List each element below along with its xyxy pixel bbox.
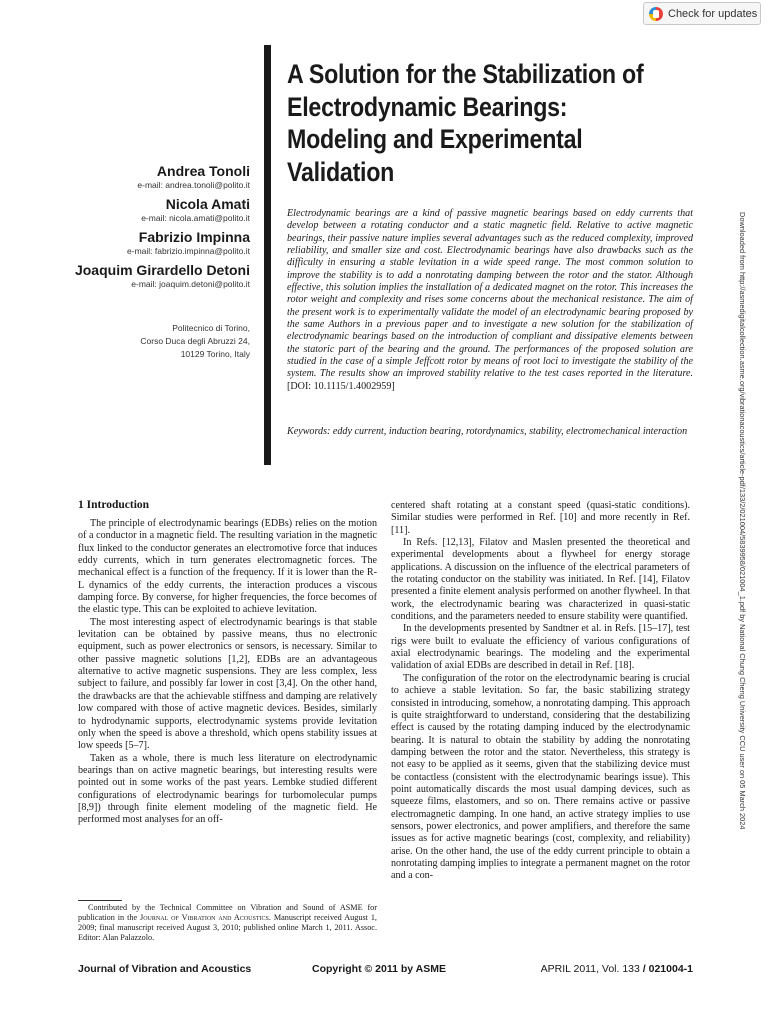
check-for-updates-button[interactable]	[643, 2, 761, 25]
abstract	[287, 208, 693, 393]
footer-copyright: Copyright © 2011 by ASME	[312, 963, 446, 975]
paragraph: In the developments presented by Sandtner et al. in Refs. [15–17], test rigs were built to evaluate the efficiency of various configurations of axial electrodynamic bearings. The modeling and the experimental validation of axial EDBs are described in detail in Ref. [18].	[391, 623, 690, 672]
affiliation	[50, 322, 250, 361]
author-email: e-mail: fabrizio.impinna@polito.it	[127, 246, 250, 256]
paragraph: The principle of electrodynamic bearings (EDBs) relies on the motion of a conductor in a magnetic field. The resulting variation in the magnetic flux linked to the conductor generates an electromotive force that induces eddy currents, which in turn generates electromagnetic forces. The mechanical effect is a function of the frequency. If it is lower than the R-L dynamics of the eddy currents, the interaction produces a viscous damping force. By converse, for higher frequencies, the force becomes of the elastic type. This can be exploited to achieve levitation.	[78, 518, 377, 616]
author-name: Joaquim Girardello Detoni	[74, 262, 250, 278]
author-name: Fabrizio Impinna	[138, 229, 250, 245]
footnote-text: . Manuscript received August 1, 2009; final manuscript received August 3, 2010; published online March 1, 2011. Assoc. Editor: Alan Palazzolo.	[78, 913, 377, 942]
footer-page-number: 021004-1	[648, 963, 693, 975]
title-rule	[264, 45, 271, 465]
author-list	[10, 163, 250, 295]
affiliation-line: Politecnico di Torino,	[172, 323, 250, 333]
author	[10, 196, 250, 223]
footer-separator: /	[639, 963, 649, 975]
author-email: e-mail: andrea.tonoli@polito.it	[137, 180, 250, 190]
footer-issue	[541, 963, 693, 975]
footnote-text: Contributed by the Technical Committee on Vibration and Sound of ASME for publication in the	[78, 903, 377, 922]
footnote-journal: Journal of Vibration and Acoustics	[140, 913, 269, 922]
right-column	[391, 500, 690, 883]
author-name: Nicola Amati	[165, 196, 250, 212]
section-heading: 1 Introduction	[78, 499, 150, 511]
paragraph: Taken as a whole, there is much less literature on electrodynamic bearings than on active magnetic bearings, but interesting results were pointed out in some works of the past years. Lembke studied different configurations of electrodynamic bearings for turbomolecular pumps [8,9]) through finite element modeling of the magnetic field. He performed most analyses for an off-	[78, 752, 377, 826]
footnote-rule	[78, 900, 122, 901]
paragraph: centered shaft rotating at a constant speed (quasi-static conditions). Similar studies were performed in Ref. [10] and more recently in Ref. [11].	[391, 500, 690, 536]
affiliation-line: 10129 Torino, Italy	[180, 349, 250, 359]
footer-journal: Journal of Vibration and Acoustics	[78, 963, 252, 975]
left-column	[78, 518, 377, 827]
paper-title: A Solution for the Stabilization of Electrodynamic Bearings: Modeling and Experimental Validation	[287, 59, 644, 187]
paragraph: The most interesting aspect of electrodynamic bearings is that stable levitation can be obtained by passive means, thus no electronic equipment, such as power electronics or sensors, is necessary. Similar to other passive magnetic solutions [1,2], EDBs are an advantageous alternative to active magnetic suspensions. They are less complex, less subject to failure, and possibly far lower in cost [3,4]. On the other hand, the drawbacks are that the achievable stiffness and damping are relatively low compared with those of active magnetic devices. Besides, similarly to hydrodynamic supports, electrodynamic systems provide levitation only when the speed is above a threshold, which opens stability issues at low speeds [5–7].	[78, 616, 377, 752]
abstract-text: Electrodynamic bearings are a kind of passive magnetic bearings based on eddy currents that develop between a rotating conductor and a static magnetic field. Relative to active magnetic bearings, their passive nature implies several advantages such as the reduced complexity, improved reliability, and smaller size and cost. Electrodynamic bearings have also drawbacks such as the difficulty in ensuring a stable levitation in a wide speed range. The most common solution to improve the stability is to add a nonrotating damping between the rotor and the stator. Although effective, this solution implies the installation of a dedicated magnet on the rotor. This increases the rotor weight and complexity and rises some concerns about the mechanical resistance. The aim of the present work is to experimentally validate the model of an electrodynamic bearing proposed by the same Authors in a previous paper and to investigate a new solution for the stabilization of electrodynamic bearings based on the introduction of compliant and dissipative elements between the statoric part of the bearing and the ground. The performances of the proposed solution are studied in the case of a simple Jeffcott rotor by means of root loci to investigate the stability of the system. The results show an improved stability relative to the test cases reported in the literature.	[287, 208, 693, 380]
page-footer	[78, 963, 693, 977]
download-note	[737, 212, 747, 852]
download-note-text: Downloaded from http://asmedigitalcollection.asme.org/vibrationacoustics/article-pdf/133/2/021004/5839958/021004_1.pdf by National Chung Cheng University CCU user on 05 March 2024	[738, 212, 747, 830]
footer-volume: APRIL 2011, Vol. 133	[540, 963, 640, 975]
footnote	[78, 903, 377, 943]
author-email: e-mail: joaquim.detoni@polito.it	[131, 279, 250, 289]
paragraph: In Refs. [12,13], Filatov and Maslen presented the theoretical and experimental developments about a flywheel for energy storage applications. A discussion on the influence of the electrical parameters of the rotating conductor on the stability was initiated. In Ref. [14], Filatov presented a finite element analysis performed on another flywheel. In that work, the electrodynamic bearing was characterized in quasi-static conditions, and the parameters needed to ensure stability were quantified.	[391, 537, 690, 623]
keywords: Keywords: eddy current, induction bearing, rotordynamics, stability, electromechanical interaction	[287, 426, 688, 437]
crossmark-icon	[649, 7, 663, 21]
check-for-updates-label: Check for updates	[668, 7, 758, 20]
author	[10, 229, 250, 256]
author-name: Andrea Tonoli	[156, 163, 250, 179]
author-email: e-mail: nicola.amati@polito.it	[141, 213, 250, 223]
author	[10, 163, 250, 190]
affiliation-line: Corso Duca degli Abruzzi 24,	[140, 336, 250, 346]
author	[10, 262, 250, 289]
paragraph: The configuration of the rotor on the electrodynamic bearing is crucial to achieve a stable levitation. So far, the basic stabilizing strategy consisted in introducing, somehow, a nonrotating damping. This approach is quite straightforward to understand, considering that the destabilizing effect is caused by the rotating damping induced by the electrodynamic bearing. It is natural to obtain the stability by adding the nonrotating damping between the rotor and the stator. Nevertheless, this strategy is not easy to be applied as it seems, given that the stabilizing device must be contactless (consistent with the electrodynamic bearings issue). This point automatically discards the most usual damping devices, such as squeeze films, elastomers, and so on. There remains active or passive electromagnetic damping. In one hand, an active strategy implies to use sensors, power electronics, and power amplifiers, and therefore the same issues as for active magnetic bearings (cost, complexity, and reliability) arise. On the other hand, the use of the eddy current principle to obtain a nonrotating damping implies to integrate a permanent magnet on the rotor and a con-	[391, 672, 690, 882]
doi: [DOI: 10.1115/1.4002959]	[287, 380, 395, 392]
